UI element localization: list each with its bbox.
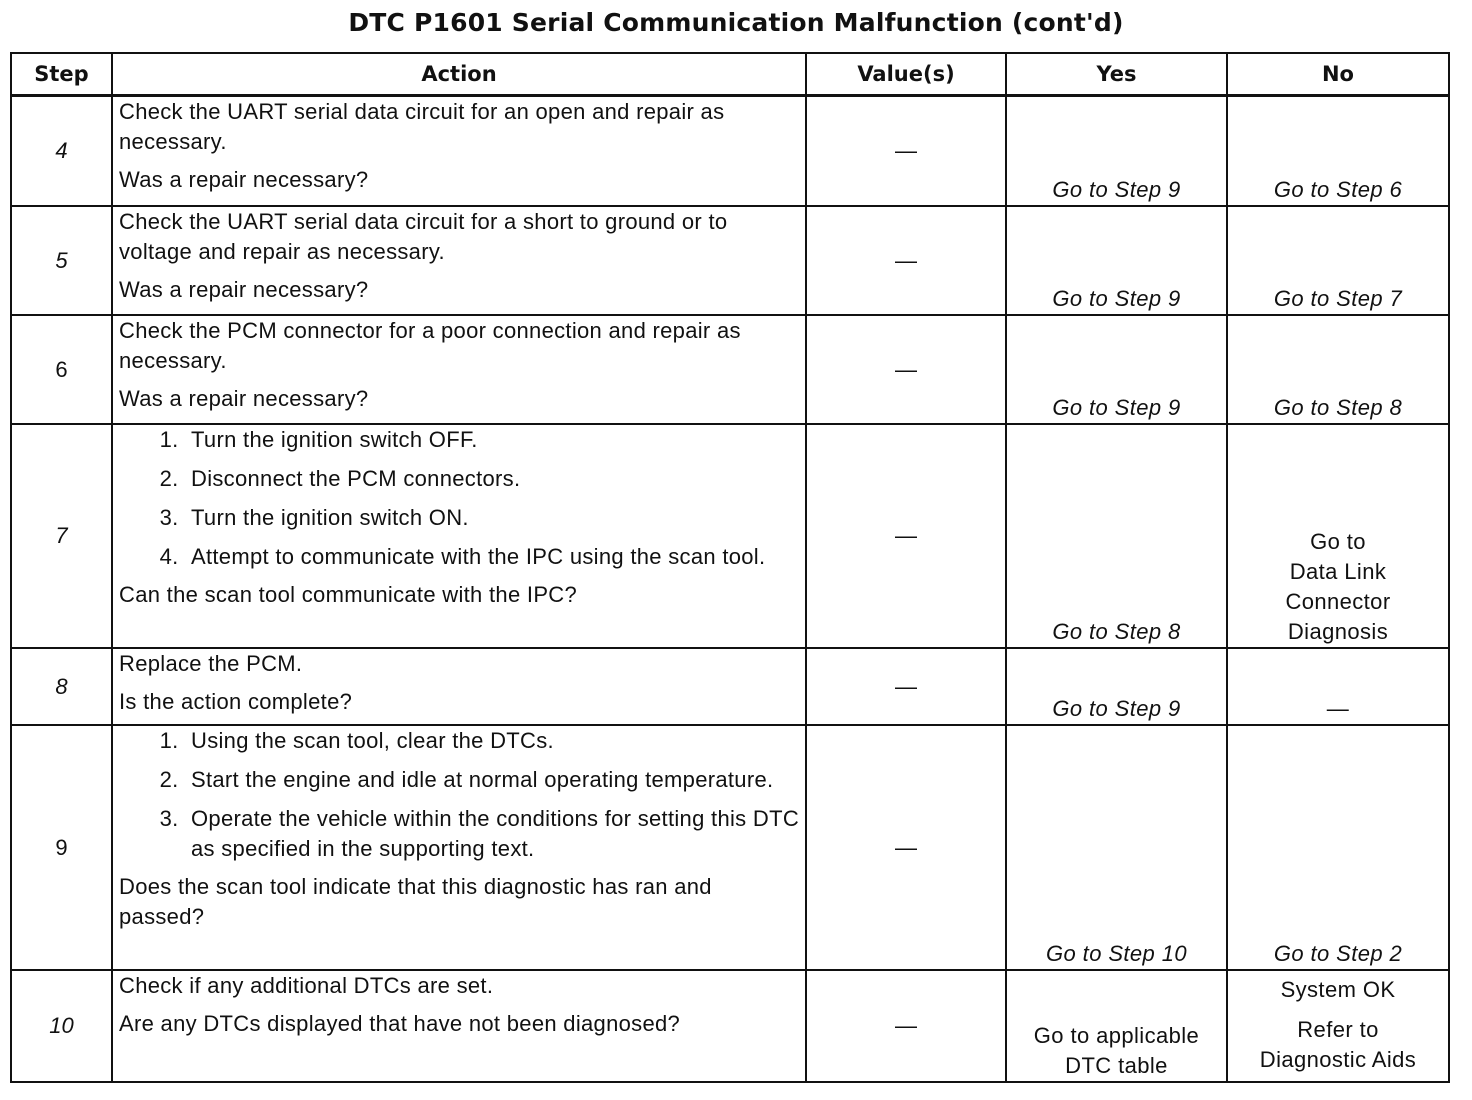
no-text-line: Go to [1310,529,1366,554]
no-cell [1227,206,1449,315]
no-text: — [1326,696,1350,721]
table-row [11,424,1449,648]
column-header-step: Step [11,53,112,96]
no-cell [1227,315,1449,424]
no-cell [1227,648,1449,725]
no-text: Go to Step 6 [1273,177,1403,202]
value-text: — [895,138,917,163]
value-cell [806,315,1006,424]
action-text: Replace the PCM. [119,651,303,676]
yes-text: Go to Step 9 [1052,395,1181,420]
table-row [11,315,1449,424]
action-text: Check the PCM connector for a poor connection and repair as necessary. [119,318,741,373]
value-cell [806,206,1006,315]
value-text: — [895,1013,917,1038]
action-question: Was a repair necessary? [119,277,369,302]
action-question: Was a repair necessary? [119,167,369,192]
column-header-values: Value(s) [806,53,1006,96]
action-list-item: 1. Turn the ignition switch OFF. [185,425,799,455]
action-question: Was a repair necessary? [119,386,369,411]
yes-cell [1006,424,1227,648]
yes-cell [1006,315,1227,424]
value-text: — [895,523,917,548]
step-number: 5 [11,206,112,315]
value-cell [806,970,1006,1082]
no-text-line: Connector [1285,589,1391,614]
yes-text: Go to Step 9 [1052,696,1181,721]
no-cell [1227,970,1449,1082]
no-text: Go to Step 8 [1273,395,1403,420]
action-cell [112,725,806,970]
step-number: 7 [11,424,112,648]
action-cell [112,424,806,648]
action-list-item: 1. Using the scan tool, clear the DTCs. [185,726,799,756]
value-text: — [895,356,917,382]
yes-cell [1006,206,1227,315]
no-text: Go to Step 7 [1273,286,1403,311]
action-list-item: 2. Disconnect the PCM connectors. [185,464,799,494]
yes-cell [1006,648,1227,725]
step-number: 6 [11,315,112,424]
value-cell [806,96,1006,207]
action-step-list [119,726,799,864]
table-row [11,725,1449,970]
action-text: Check the UART serial data circuit for a short to ground or to voltage and repair as necessary. [119,209,728,264]
value-text: — [895,247,917,273]
no-text: Go to Step 2 [1273,941,1403,966]
yes-text-line: Go to applicable [1033,1023,1200,1048]
action-question: Does the scan tool indicate that this diagnostic has ran and passed? [119,874,712,929]
action-cell [112,648,806,725]
table-header-row [11,53,1449,96]
step-number: 4 [11,96,112,207]
no-cell [1227,424,1449,648]
action-cell [112,206,806,315]
column-header-yes: Yes [1006,53,1227,96]
step-number: 9 [11,725,112,970]
no-text-line: Diagnosis [1287,619,1389,644]
no-cell [1227,725,1449,970]
action-list-item: 2. Start the engine and idle at normal operating temperature. [185,765,799,795]
dtc-table [10,52,1450,1083]
action-cell [112,315,806,424]
step-number: 10 [11,970,112,1082]
action-text: Check if any additional DTCs are set. [119,973,494,998]
yes-text: Go to Step 9 [1052,286,1181,311]
action-question: Are any DTCs displayed that have not been diagnosed? [119,1011,681,1036]
value-cell [806,725,1006,970]
yes-text: Go to Step 9 [1052,177,1181,202]
yes-text: Go to Step 10 [1046,941,1187,966]
step-number: 8 [11,648,112,725]
table-row [11,648,1449,725]
no-text-line: System OK [1280,977,1396,1002]
action-text: Check the UART serial data circuit for an open and repair as necessary. [119,99,725,154]
action-list-item: 3. Turn the ignition switch ON. [185,503,799,533]
table-row [11,206,1449,315]
column-header-no: No [1227,53,1449,96]
table-row [11,96,1449,207]
no-text-line: Data Link [1289,559,1387,584]
yes-cell [1006,725,1227,970]
yes-text: Go to Step 8 [1052,619,1181,644]
action-question: Can the scan tool communicate with the IPC? [119,582,578,607]
value-text: — [895,834,917,860]
value-cell [806,648,1006,725]
yes-text-line: DTC table [1065,1053,1168,1078]
action-list-item: 4. Attempt to communicate with the IPC using the scan tool. [185,542,799,572]
no-text-line: Diagnostic Aids [1259,1047,1417,1072]
action-question: Is the action complete? [119,689,353,714]
action-list-item: 3. Operate the vehicle within the conditions for setting this DTC as specified in the supporting text. [185,804,799,864]
no-text-line: Refer to [1297,1017,1379,1042]
value-cell [806,424,1006,648]
table-row [11,970,1449,1082]
yes-cell [1006,970,1227,1082]
line-gap [1234,1005,1442,1015]
action-cell [112,96,806,207]
column-header-action: Action [112,53,806,96]
action-cell [112,970,806,1082]
value-text: — [895,673,917,699]
yes-cell [1006,96,1227,207]
page-title: DTC P1601 Serial Communication Malfunction (cont'd) [348,8,1124,37]
action-step-list [119,425,799,572]
no-cell [1227,96,1449,207]
